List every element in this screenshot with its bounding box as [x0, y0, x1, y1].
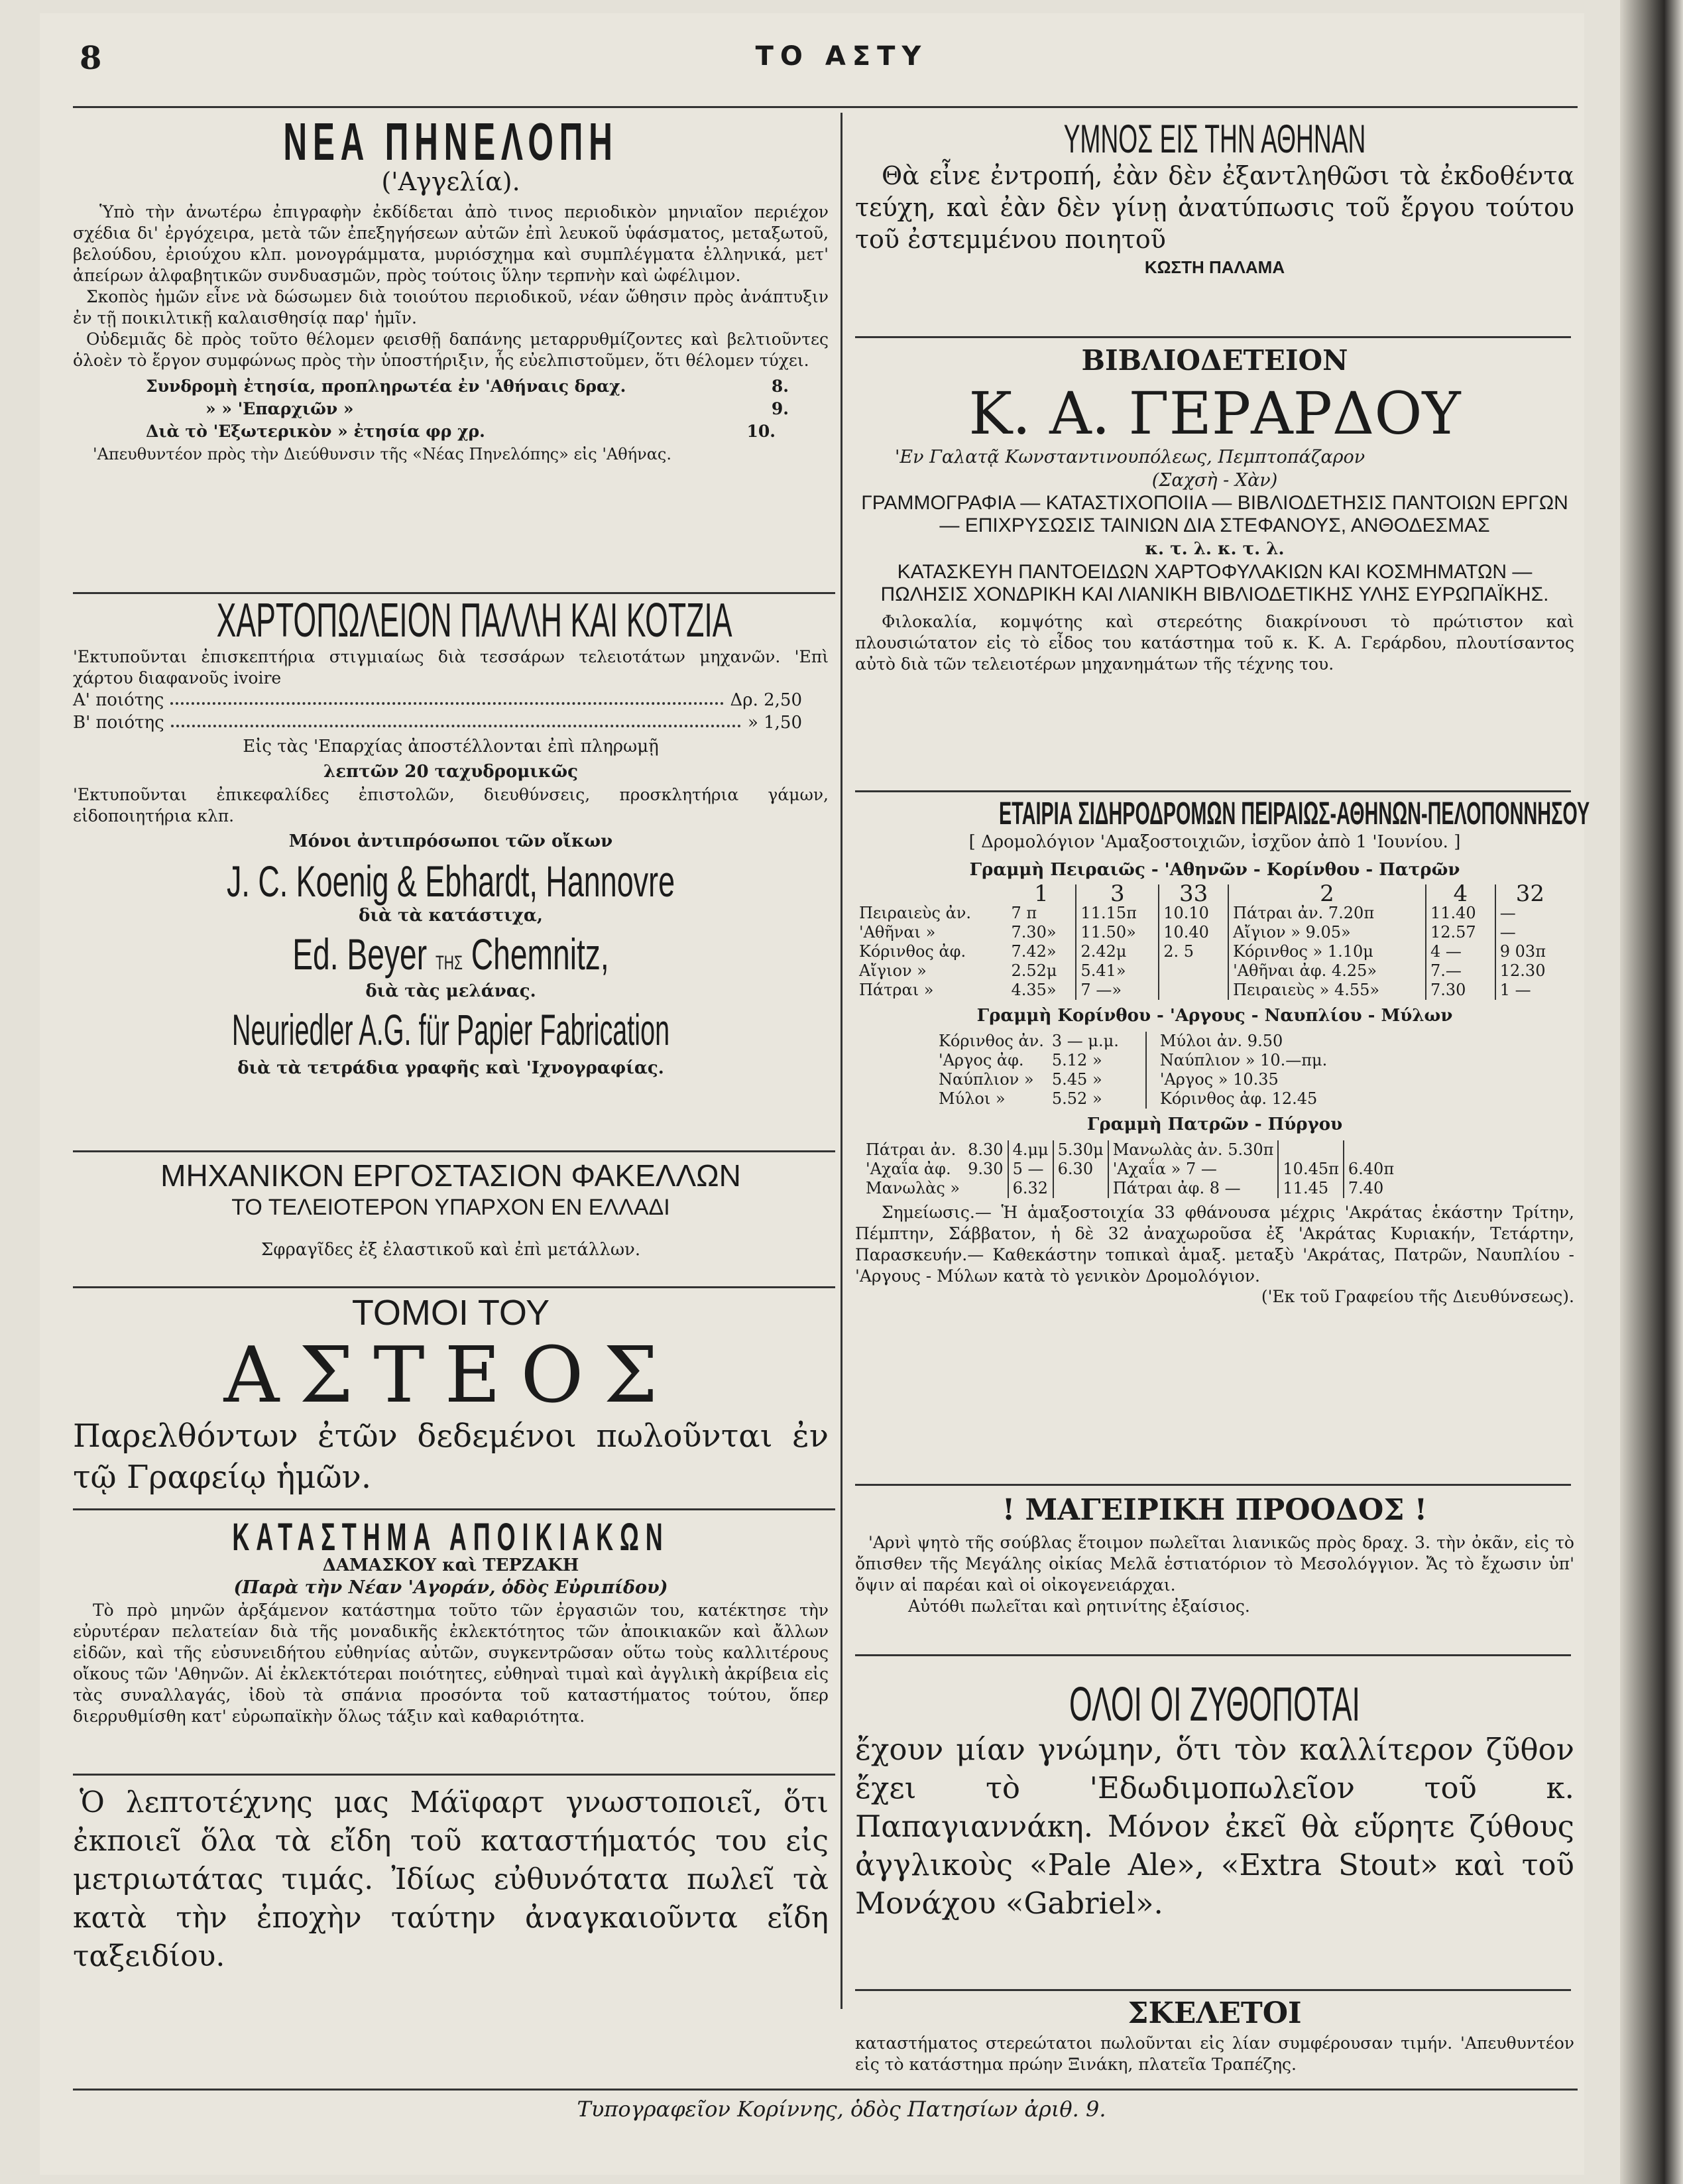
maifart-body: Ὁ λεπτοτέχνης μας Μάϊφαρτ γνωστοποιεῖ, ὅτι ἐκποιεῖ ὅλα τὰ εἴδη τοῦ καταστήματός του εἰς μετριωτάτας τιμάς. Ἰδίως εὐθυνότατα πωλεῖ τὰ κατὰ τὴν ἐποχὴν ταύτην ἀναγκαιοῦντα εἴδη ταξειδίου. — [73, 1786, 829, 1973]
printer-imprint: Τυπογραφεῖον Κορίννης, ὁδὸς Πατησίων ἀριθ. 9. — [577, 2096, 1106, 2122]
cell: 7 —» — [1076, 981, 1159, 1000]
cell: Ναύπλιον » 10.—πμ. — [1146, 1051, 1331, 1070]
cell: 8.30 — [968, 1140, 1004, 1159]
timetable-corinth-mylos — [935, 1032, 1331, 1109]
railway-title: ΕΤΑΙΡΙΑ ΣΙΔΗΡΟΔΡΟΜΩΝ ΠΕΙΡΑΙΩΣ-ΑΘΗΝΩΝ-ΠΕΛΟΠΟΝΝΗΣΟΥ — [999, 796, 1590, 831]
footer-rule — [73, 2089, 1578, 2091]
subscription-athens-value: 8. — [771, 377, 789, 396]
timetable-2-row — [935, 1051, 1331, 1070]
bindery-services: ΓΡΑΜΜΟΓΡΑΦΙΑ — ΚΑΤΑΣΤΙΧΟΠΟΙΙΑ — ΒΙΒΛΙΟΔΕΤΗΣΙΣ ΠΑΝΤΟΙΩΝ ΕΡΓΩΝ — ΕΠΙΧΡΥΣΩΣΙΣ ΤΑΙΝΙΩΝ ΔΙΑ ΣΤΕΦΑΝΟΥΣ, ΑΝΘΟΔΕΣΜΑΣ — [861, 492, 1568, 536]
timetable-1-header — [855, 884, 1564, 904]
cooking-body-2: Αὐτόθι πωλεῖται καὶ ρητινίτης ἐξαίσιος. — [908, 1597, 1250, 1616]
cell — [1159, 961, 1228, 981]
subscription-athens — [73, 375, 829, 398]
envelopes-subtitle: ΤΟ ΤΕΛΕΙΟΤΕΡΟΝ ΥΠΑΡΧΟΝ ΕΝ ΕΛΛΑΔΙ — [231, 1195, 670, 1220]
beer-title: ΟΛΟΙ ΟΙ ΖΥΘΟΠΟΤΑΙ — [1069, 1678, 1360, 1731]
page-binding-edge — [1620, 0, 1683, 2184]
bindery-address-2: (Σαχσὴ - Χὰν) — [1151, 470, 1278, 491]
house-neuriedler-for: διὰ τὰ τετράδια γραφῆς καὶ 'Ιχνογραφίας. — [237, 1058, 664, 1078]
paper-shop-title: ΧΑΡΤΟΠΩΛΕΙΟΝ ΠΑΛΛΗ ΚΑΙ ΚΟΤΖΙΑ — [216, 594, 732, 647]
volumes-line-1: ΤΟΜΟΙ ΤΟΥ — [351, 1293, 550, 1333]
timetable-2-row — [935, 1089, 1331, 1109]
beer-body: ἔχουν μίαν γνώμην, ὅτι τὸν καλλίτερον ζῦθον ἔχει τὸ 'Εδωδιμοπωλεῖον τοῦ κ. Παπαγιαννάκη. Μόνον ἐκεῖ θὰ εὕρητε ζύθους ἀγγλικοὺς «Pale Ale», «Extra Stout» καὶ τοῦ Μονάχου «Gabriel». — [855, 1732, 1574, 1921]
house-koenig-for: διὰ τὰ κατάστιχα, — [359, 906, 543, 926]
cell: 'Αθῆναι » — [859, 923, 936, 941]
rule-5 — [73, 1774, 835, 1776]
cell: Πειραιεὺς ἀν. — [859, 904, 972, 922]
cell: 6.32 — [1008, 1179, 1053, 1198]
timetable-1-row — [855, 904, 1564, 923]
timetable-2-row — [935, 1032, 1331, 1051]
cell: 10.45π — [1278, 1160, 1343, 1179]
masthead: ΤΟ ΑΣΤΥ — [755, 41, 928, 72]
cell: Πάτραι » — [859, 981, 934, 999]
timetable-1-row — [855, 923, 1564, 942]
penelope-subtitle: ('Αγγελία). — [381, 167, 520, 196]
print-services: 'Εκτυποῦνται ἐπικεφαλίδες ἐπιστολῶν, διευθύνσεις, προσκλητήρια γάμων, εἰδοποιητήρια κλπ. — [73, 785, 829, 825]
cell: 7.30 — [1426, 981, 1495, 1000]
subscription-abroad — [73, 420, 829, 443]
cell: 6.40π — [1344, 1160, 1398, 1179]
cell: Κόρινθος ἀφ. 12.45 — [1146, 1089, 1331, 1109]
paper-shop-body: 'Εκτυποῦνται ἐπισκεπτήρια στιγμιαίως διὰ τεσσάρων τελειοτάτων μηχανῶν. 'Επὶ χάρτου διαφανοῦς ivoire — [73, 647, 829, 688]
quality-a-row — [73, 689, 829, 711]
timetable-2-row — [935, 1070, 1331, 1089]
cell: 4.35» — [1011, 981, 1057, 999]
timetable-1-row — [855, 981, 1564, 1000]
ad-nea-penelope — [73, 111, 829, 465]
cell: Πειραιεὺς » 4.55» — [1228, 981, 1426, 1000]
timetable-3-row — [862, 1160, 1398, 1179]
quality-a-leader — [170, 689, 723, 705]
subscription-abroad-value: 10. — [746, 422, 776, 441]
ad-envelopes — [73, 1157, 829, 1270]
rule-r3 — [855, 1484, 1571, 1486]
bindery-etc: κ. τ. λ. κ. τ. λ. — [1145, 539, 1285, 559]
penelope-body-2: Σκοπὸς ἡμῶν εἶνε νὰ δώσωμεν διὰ τοιούτου περιοδικοῦ, νέαν ὤθησιν πρὸς ἀνάπτυξιν ἐν τῇ ποικιλτικῇ καλαισθησίᾳ παρ' ἡμῖν. — [73, 287, 829, 328]
ad-volumes — [73, 1290, 829, 1498]
cell: 7 π — [1011, 904, 1037, 922]
cell: Κόρινθος ἀν. — [939, 1032, 1044, 1050]
colonial-body: Τὸ πρὸ μηνῶν ἀρξάμενον κατάστημα τοῦτο τῶν ἐργασιῶν του, κατέκτησε τὴν εὐρυτέραν πελατείαν διὰ τῆς μοναδικῆς ἐκλεκτότητος τῶν ἀποικιακῶν καὶ ἄλλων εἰδῶν, καὶ τῆς εὐσυνειδήτου εὐθηνίας αὐτῶν, συγκεντρῶσαν οὕτω τοὺς καλλιτέρους οἴκους τῶν 'Αθηνῶν. Αἱ ἐκλεκτότεραι ποιότητες, εὐθηναὶ τιμαὶ καὶ ἀγγλικὴ ἀκρίβεια εἰς τὰς συναλλαγάς, ἰδοὺ τὰ σπάνια προσόντα τοῦ καταστήματος τούτου, ὅπερ διερρυθμίσθη κατ' εὐρωπαϊκὴν ὅλως τάξιν καὶ καθαριότητα. — [73, 1601, 829, 1726]
cell: 5.30μ — [1053, 1140, 1108, 1160]
quality-a-label: Α' ποιότης — [73, 690, 164, 710]
railway-note: Σημείωσις.— Ἡ ἁμαξοστοιχία 33 φθάνουσα μέχρις 'Ακράτας ἑκάστην Τρίτην, Πέμπτην, Σάββατον, ἡ δὲ 32 ἀναχωροῦσα ἐξ 'Ακράτας Κυριακήν, Τετάρτην, Παρασκευήν.— Καθεκάστην τοπικαὶ ἁμαξ. μεταξὺ 'Ακράτας, Πατρῶν, Ναυπλίου - 'Αργους - Μύλων κατὰ τὸ γενικὸν Δρομολόγιον. — [855, 1203, 1574, 1286]
penelope-address: 'Απευθυντέον πρὸς τὴν Διεύθυνσιν τῆς «Νέας Πηνελόπης» εἰς 'Αθήνας. — [93, 445, 671, 463]
provinces-shipping: Εἰς τὰς 'Επαρχίας ἀποστέλλονται ἐπὶ πληρωμῇ — [243, 737, 659, 757]
house-beyer-name: Ed. Beyer — [292, 930, 428, 979]
rule-2 — [73, 1150, 835, 1152]
penelope-title: ΝΕΑ ΠΗΝΕΛΟΠΗ — [283, 112, 618, 171]
cell: 4 — — [1426, 942, 1495, 961]
timetable-1-header-out-3: 33 — [1159, 884, 1228, 904]
cell: 7.40 — [1344, 1179, 1398, 1198]
skeletons-body: καταστήματος στερεώτατοι πωλοῦνται εἰς λίαν συμφέρουσαν τιμήν. 'Απευθυντέον εἰς τὸ κατάστημα πρώην Ξινάκη, πλατεῖα Τραπέζης. — [855, 2033, 1574, 2074]
cell: Κόρινθος » 1.10μ — [1228, 942, 1426, 961]
timetable-patras-pyrgos — [862, 1140, 1398, 1198]
cell: 6.30 — [1053, 1160, 1108, 1179]
line3-title: Γραμμὴ Πατρῶν - Πύργου — [1086, 1115, 1343, 1134]
bindery-name: Κ. Α. ΓΕΡΑΡΔΟΥ — [968, 379, 1461, 448]
cell: 7.42» — [1011, 942, 1057, 961]
cell: 2.52μ — [1011, 961, 1057, 980]
column-divider — [841, 113, 842, 2009]
cell: 'Αχαΐα » 7 — — [1108, 1160, 1279, 1179]
house-beyer-of: ΤΗΣ — [435, 952, 463, 974]
cell: 11.50» — [1076, 923, 1159, 942]
cell: Μύλοι » — [939, 1089, 1006, 1108]
cell: 5.41» — [1076, 961, 1159, 981]
cell: — — [1495, 904, 1564, 923]
house-neuriedler: Neuriedler A.G. für Papier Fabrication — [231, 1005, 670, 1054]
envelopes-note: Σφραγῖδες ἐξ ἐλαστικοῦ καὶ ἐπὶ μετάλλων. — [261, 1240, 641, 1260]
cell: Αἴγιον » — [859, 961, 927, 980]
cell — [1278, 1140, 1343, 1160]
bindery-body: Φιλοκαλία, κομψότης καὶ στερεότης διακρίνουσι τὸ πρώτιστον καὶ πλουσιώτατον εἰς τὸ εἶδος του κατάστημα τοῦ κ. Κ. Α. Γεράρδου, πλουτίσαντος αὐτὸ διὰ τῶν τελειοτέρων μηχανημάτων τῆς τέχνης του. — [855, 612, 1574, 674]
cell: 5 — — [1008, 1160, 1053, 1179]
cooking-body: 'Αρνὶ ψητὸ τῆς σούβλας ἕτοιμον πωλεῖται λιανικῶς πρὸς δραχ. 3. τὴν ὀκᾶν, εἰς τὸ ὄπισθεν τῆς Μεγάλης οἰκίας Μελᾶ ἑστιατόριον τὸ Μεσολόγγιον. Ἄς τὸ ἔχωσιν ὑπ' ὄψιν αἱ παρέαι καὶ οἱ οἰκογενειάρχαι. — [855, 1533, 1574, 1595]
cell: 9.30 — [968, 1160, 1004, 1178]
cell: Μανωλὰς ἀν. 5.30π — [1108, 1140, 1279, 1160]
cell: 3 — μ.μ. — [1051, 1032, 1119, 1050]
page-number: 8 — [80, 40, 102, 77]
cell: 7.30» — [1011, 923, 1057, 941]
house-beyer — [186, 929, 715, 979]
line1-title: Γραμμὴ Πειραιῶς - 'Αθηνῶν - Κορίνθου - Πατρῶν — [969, 860, 1460, 880]
quality-a-price: Δρ. 2,50 — [730, 690, 802, 710]
timetable-3-row — [862, 1140, 1398, 1160]
hymn-author: ΚΩΣΤΗ ΠΑΛΑΜΑ — [1144, 257, 1285, 277]
hymn-body: Θὰ εἶνε ἐντροπή, ἐὰν δὲν ἐξαντληθῶσι τὰ ἐκδοθέντα τεύχη, καὶ ἐὰν δὲν γίνῃ ἀνατύπωσις τοῦ ἔργου τούτου τοῦ ἐστεμμένου ποιητοῦ — [855, 161, 1574, 254]
timetable-1-header-back-3: 32 — [1495, 884, 1564, 904]
ad-cooking — [855, 1488, 1574, 1617]
volumes-line-2: ΑΣΤΕΟΣ — [223, 1331, 678, 1420]
bindery-services-2: ΚΑΤΑΣΚΕΥΗ ΠΑΝΤΟΕΙΔΩΝ ΧΑΡΤΟΦΥΛΑΚΙΩΝ ΚΑΙ ΚΟΣΜΗΜΑΤΩΝ — ΠΩΛΗΣΙΣ ΧΟΝΔΡΙΚΗ ΚΑΙ ΛΙΑΝΙΚΗ ΒΙΒΛΙΟΔΕΤΙΚΗΣ ΥΛΗΣ ΕΥΡΩΠΑΪΚΗΣ. — [880, 561, 1549, 605]
quality-b-row — [73, 711, 829, 734]
cell — [1159, 981, 1228, 1000]
house-beyer-city: Chemnitz, — [471, 930, 609, 979]
cell: 11.15π — [1076, 904, 1159, 923]
timetable-piraeus-patras — [855, 880, 1564, 1000]
cell: 'Αργος ἀφ. — [939, 1051, 1024, 1069]
cell: 'Αργος » 10.35 — [1146, 1070, 1331, 1089]
cell — [964, 1179, 1008, 1198]
line2-title: Γραμμὴ Κορίνθου - 'Αργους - Ναυπλίου - Μύλων — [976, 1006, 1453, 1026]
timetable-1-header-out-2: 3 — [1076, 884, 1159, 904]
timetable-1-header-out-1: 1 — [1034, 880, 1049, 907]
ad-maifart — [73, 1784, 829, 1976]
cell: 11.40 — [1426, 904, 1495, 923]
railway-subtitle: [ Δρομολόγιον 'Αμαξοστοιχιῶν, ἰσχῦον ἀπὸ 1 'Ιουνίου. ] — [968, 832, 1461, 852]
ad-railway — [855, 796, 1590, 1307]
cell: 11.45 — [1278, 1179, 1343, 1198]
quality-b-price: » 1,50 — [747, 713, 802, 733]
cell: 10.10 — [1159, 904, 1228, 923]
cooking-title: ! ΜΑΓΕΙΡΙΚΗ ΠΡΟΟΔΟΣ ! — [1002, 1493, 1428, 1527]
cell: 5.12 » — [1051, 1051, 1102, 1069]
cell: — — [1495, 923, 1564, 942]
cell: 7.— — [1426, 961, 1495, 981]
skeletons-title: ΣΚΕΛΕΤΟΙ — [1128, 1996, 1302, 2030]
cell: Κόρινθος ἀφ. — [859, 942, 966, 961]
ad-paper-shop — [73, 593, 829, 1083]
cell: 12.57 — [1426, 923, 1495, 942]
cell: Πάτραι ἀν. 7.20π — [1228, 904, 1426, 923]
colonial-title: ΚΑΤΑΣΤΗΜΑ ΑΠΟΙΚΙΑΚΩΝ — [232, 1516, 669, 1559]
quality-b-label: Β' ποιότης — [73, 713, 164, 733]
penelope-body-3: Οὐδεμιᾶς δὲ πρὸς τοῦτο θέλομεν φεισθῇ δαπάνης μεταρρυθμίζοντες καὶ βελτιοῦντες ὁλοὲν τὸ ἔργον συμφώνως πρὸς τὴν ὑποστήριξιν, ἧς εὐελπιστοῦμεν, ὅτι θέλομεν τύχει. — [73, 330, 829, 370]
timetable-3-row — [862, 1179, 1398, 1198]
cell: 4.μμ — [1008, 1140, 1053, 1160]
rule-4 — [73, 1508, 835, 1510]
cell: Ναύπλιον » — [939, 1070, 1034, 1089]
ad-skeletons — [855, 1994, 1574, 2075]
cell: Αἴγιον » 9.05» — [1228, 923, 1426, 942]
railway-source: ('Εκ τοῦ Γραφείου τῆς Διευθύνσεως). — [1261, 1287, 1574, 1306]
cell: 12.30 — [1495, 961, 1564, 981]
cell: 9 03π — [1495, 942, 1564, 961]
subscription-provinces — [73, 398, 829, 420]
cell: Πάτραι ἀν. — [866, 1140, 957, 1159]
ad-hymn — [855, 116, 1574, 279]
quality-b-leader — [171, 711, 741, 727]
cell: 2.42μ — [1076, 942, 1159, 961]
cell: Μανωλὰς » — [866, 1179, 960, 1197]
ad-colonial-store — [73, 1515, 829, 1727]
rule-r5 — [855, 1989, 1571, 1991]
ad-bindery — [855, 339, 1574, 675]
timetable-1-row — [855, 961, 1564, 981]
cell: 5.45 » — [1051, 1070, 1102, 1089]
cell — [1053, 1179, 1108, 1198]
subscription-provinces-value: 9. — [771, 399, 789, 418]
volumes-line-3: Παρελθόντων ἐτῶν δεδεμένοι πωλοῦνται ἐν τῷ Γραφείῳ ἡμῶν. — [73, 1418, 829, 1496]
colonial-location: (Παρὰ τὴν Νέαν 'Αγοράν, ὁδὸς Εὐριπίδου) — [233, 1577, 668, 1598]
cell — [1344, 1140, 1398, 1160]
postage-cost: λεπτῶν 20 ταχυδρομικῶς — [323, 762, 578, 782]
colonial-owners: ΔΑΜΑΣΚΟΥ καὶ ΤΕΡΖΑΚΗ — [322, 1555, 579, 1575]
ad-beer-drinkers — [855, 1677, 1574, 1923]
masthead-rule — [73, 106, 1578, 108]
cell: 10.40 — [1159, 923, 1228, 942]
penelope-body: Ὑπὸ τὴν ἀνωτέρω ἐπιγραφὴν ἐκδίδεται ἀπὸ τινος περιοδικὸν μηνιαῖον περιέχον σχέδια δι' ἐργόχειρα, μετὰ τῶν ἐπεξηγήσεων αὐτῶν ἐπὶ λευκοῦ ὑφάσματος, μεταξωτοῦ, βελούδου, ἐριούχου κλπ. μονογράμματα, μυριόσχημα καὶ συμπλέγματα ἑλληνικά, μετ' ἀπείρων ἀλφαβητικῶν συνδυασμῶν, πρὸς τούτοις ὕλην τερπνὴν καὶ ὠφέλιμον. — [73, 202, 829, 285]
timetable-1-header-back-2: 4 — [1426, 884, 1495, 904]
timetable-1-row — [855, 942, 1564, 961]
representatives-heading: Μόνοι ἀντιπρόσωποι τῶν οἴκων — [288, 831, 613, 851]
envelopes-title: ΜΗΧΑΝΙΚΟΝ ΕΡΓΟΣΤΑΣΙΟΝ ΦΑΚΕΛΛΩΝ — [160, 1158, 741, 1193]
bindery-heading: ΒΙΒΛΙΟΔΕΤΕΙΟΝ — [1081, 344, 1348, 377]
cell: 'Αθῆναι ἀφ. 4.25» — [1228, 961, 1426, 981]
cell: Μύλοι ἀν. 9.50 — [1146, 1032, 1331, 1051]
cell: Πάτραι ἀφ. 8 — — [1108, 1179, 1279, 1198]
subscription-provinces-label: » » 'Επαρχιῶν » — [205, 399, 354, 418]
bindery-address: 'Εν Γαλατᾷ Κωνσταντινουπόλεως, Πεμπτοπάζαρον — [895, 447, 1365, 467]
house-beyer-for: διὰ τὰς μελάνας. — [365, 981, 536, 1001]
rule-r1 — [855, 336, 1571, 338]
hymn-title: ΥΜΝΟΣ ΕΙΣ ΤΗΝ ΑΘΗΝΑΝ — [1063, 117, 1366, 161]
cell: 1 — — [1495, 981, 1564, 1000]
cell: 2. 5 — [1159, 942, 1228, 961]
cell: 5.52 » — [1051, 1089, 1102, 1108]
cell: 'Αχαΐα ἀφ. — [866, 1160, 951, 1178]
rule-r4 — [855, 1654, 1571, 1656]
subscription-abroad-label: Διὰ τὸ 'Εξωτερικὸν » ἐτησία φρ χρ. — [146, 422, 485, 441]
rule-r2 — [855, 790, 1571, 792]
rule-3 — [73, 1286, 835, 1288]
house-koenig: J. C. Koenig & Ebhardt, Hannovre — [226, 857, 675, 906]
timetable-1-header-back-1: 2 — [1228, 884, 1426, 904]
subscription-athens-label: Συνδρομὴ ἐτησία, προπληρωτέα ἐν 'Αθήναις δραχ. — [146, 377, 626, 396]
